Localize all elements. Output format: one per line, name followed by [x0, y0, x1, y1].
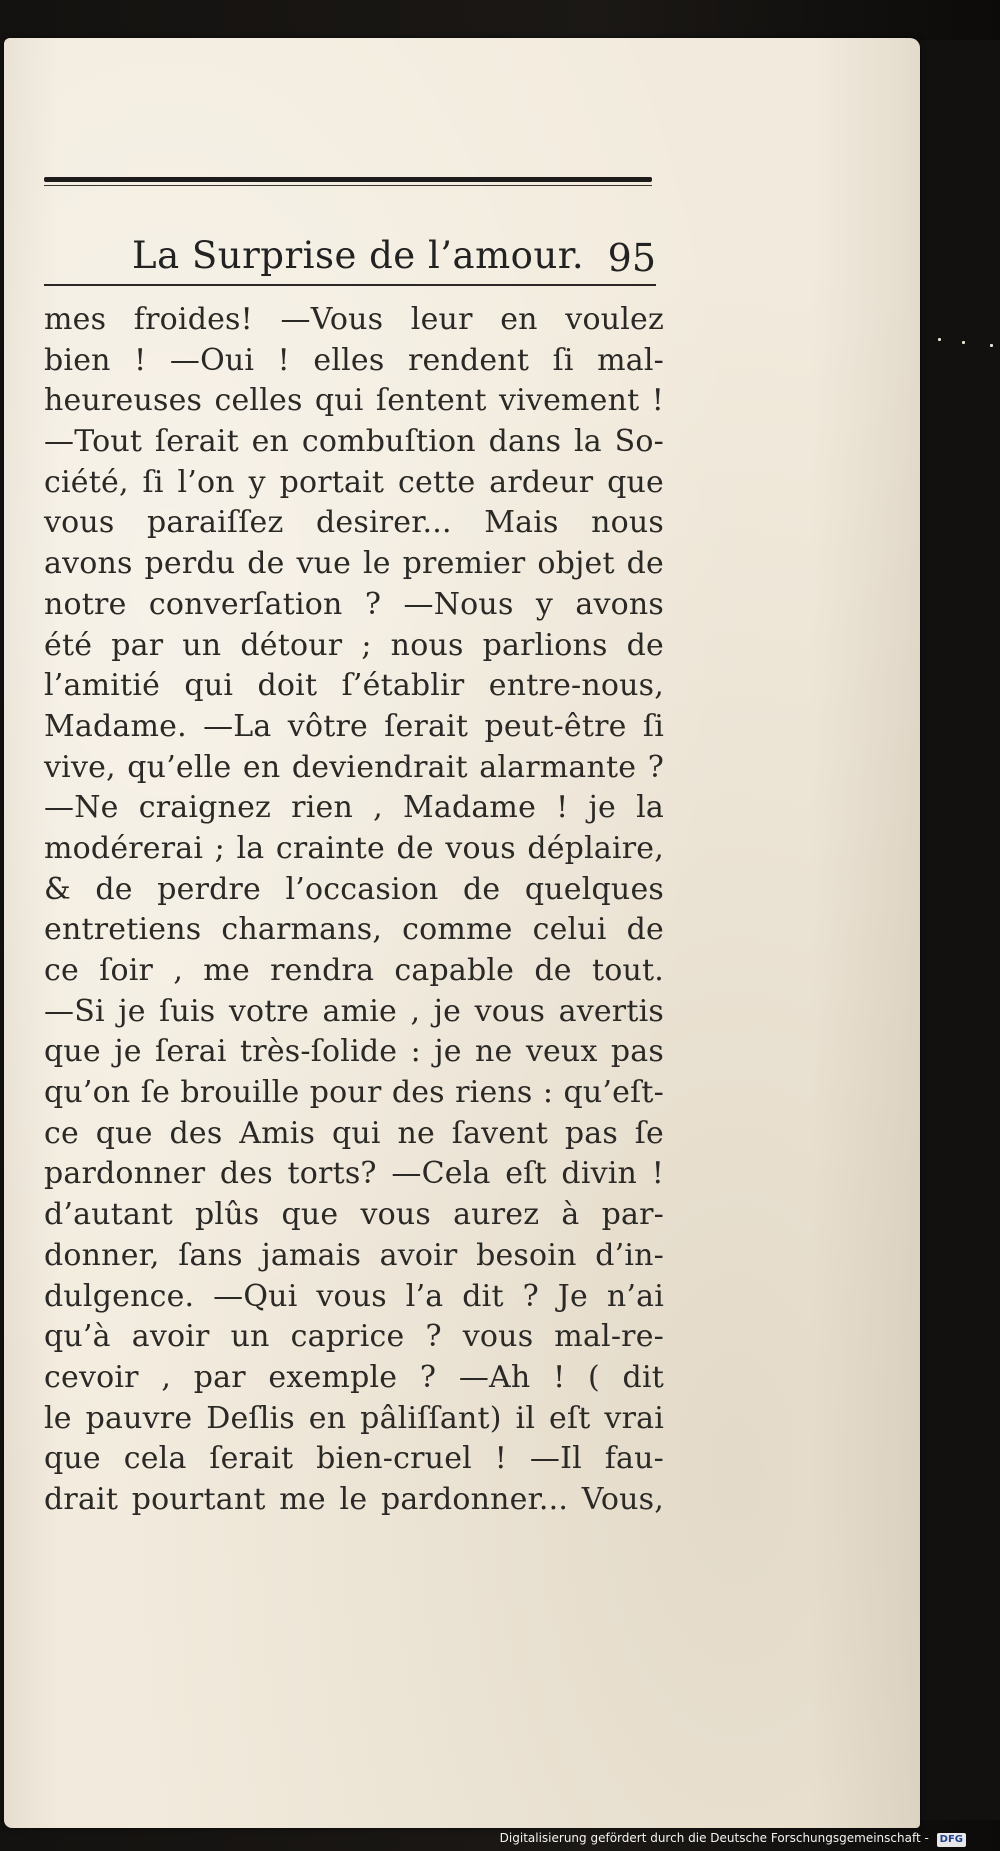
- header-rule-bottom: [44, 284, 656, 286]
- text-line: l’amitié qui doit ſ’établir entre-nous,: [44, 668, 664, 704]
- body-text: [44, 300, 664, 1521]
- running-title: La Surprise de l’amour.: [132, 234, 585, 277]
- dust-speck: [962, 341, 965, 344]
- text-line: —Ne craignez rien , Madame ! je la: [44, 790, 664, 826]
- text-line: modérerai ; la crainte de vous déplaire,: [44, 830, 664, 866]
- text-line: ce ſoir , me rendra capable de tout.: [44, 953, 664, 988]
- text-line: avons perdu de vue le premier objet de: [44, 546, 664, 582]
- text-line: qu’à avoir un caprice ? vous mal-re-: [44, 1319, 664, 1355]
- text-line: entretiens charmans, comme celui de: [44, 912, 664, 948]
- text-line: mes froides! —Vous leur en voulez: [44, 302, 664, 337]
- dfg-logo: DFG: [937, 1833, 966, 1847]
- text-line: donner, ſans jamais avoir besoin d’in-: [44, 1237, 664, 1273]
- scan-edge-strip: [920, 40, 1000, 1820]
- header-rule-thin: [44, 185, 652, 186]
- text-line: que cela ſerait bien-cruel ! —Il fau-: [44, 1441, 664, 1477]
- text-line: vive, qu’elle en deviendrait alarmante ?: [44, 749, 664, 785]
- text-line: ciété, ſi l’on y portait cette ardeur que: [44, 464, 664, 500]
- text-line: —Tout ſerait en combuſtion dans la So-: [44, 424, 664, 460]
- dust-speck: [990, 344, 993, 347]
- text-line: vous paraiſſez desirer... Mais nous: [44, 505, 664, 541]
- credit-text: Digitalisierung gefördert durch die Deutsche Forschungsgemeinschaft -: [499, 1831, 929, 1845]
- text-line: drait pourtant me le pardonner... Vous,: [44, 1481, 664, 1517]
- text-line: —Si je ſuis votre amie , je vous avertis: [44, 993, 664, 1029]
- text-line: Madame. —La vôtre ſerait peut-être ſi: [44, 708, 664, 744]
- text-line: ce que des Amis qui ne ſavent pas ſe: [44, 1115, 664, 1151]
- text-line: dulgence. —Qui vous l’a dit ? Je n’ai: [44, 1278, 664, 1314]
- text-line: & de perdre l’occasion de quelques: [44, 871, 664, 907]
- text-line: que je ſerai très-ſolide : je ne veux pas: [44, 1034, 664, 1070]
- text-line: qu’on ſe brouille pour des riens : qu’eſt-: [44, 1075, 664, 1111]
- page-number: 95: [607, 236, 656, 280]
- text-line: été par un détour ; nous parlions de: [44, 627, 664, 663]
- text-line: le pauvre Deſlis en pâliſſant) il eſt vrai: [44, 1400, 664, 1436]
- text-line: d’autant plûs que vous aurez à par-: [44, 1197, 664, 1233]
- dust-speck: [938, 338, 941, 341]
- book-page: [4, 38, 920, 1828]
- digitization-credit: [500, 1831, 966, 1847]
- text-line: bien ! —Oui ! elles rendent ſi mal-: [44, 342, 664, 378]
- header-rule-thick: [44, 177, 652, 182]
- text-line: heureuses celles qui ſentent vivement !: [44, 383, 664, 419]
- text-line: notre converſation ? —Nous y avons: [44, 586, 664, 622]
- text-line: cevoir , par exemple ? —Ah ! ( dit: [44, 1359, 664, 1395]
- running-header: [44, 188, 656, 282]
- text-line: pardonner des torts? —Cela eſt divin !: [44, 1156, 664, 1192]
